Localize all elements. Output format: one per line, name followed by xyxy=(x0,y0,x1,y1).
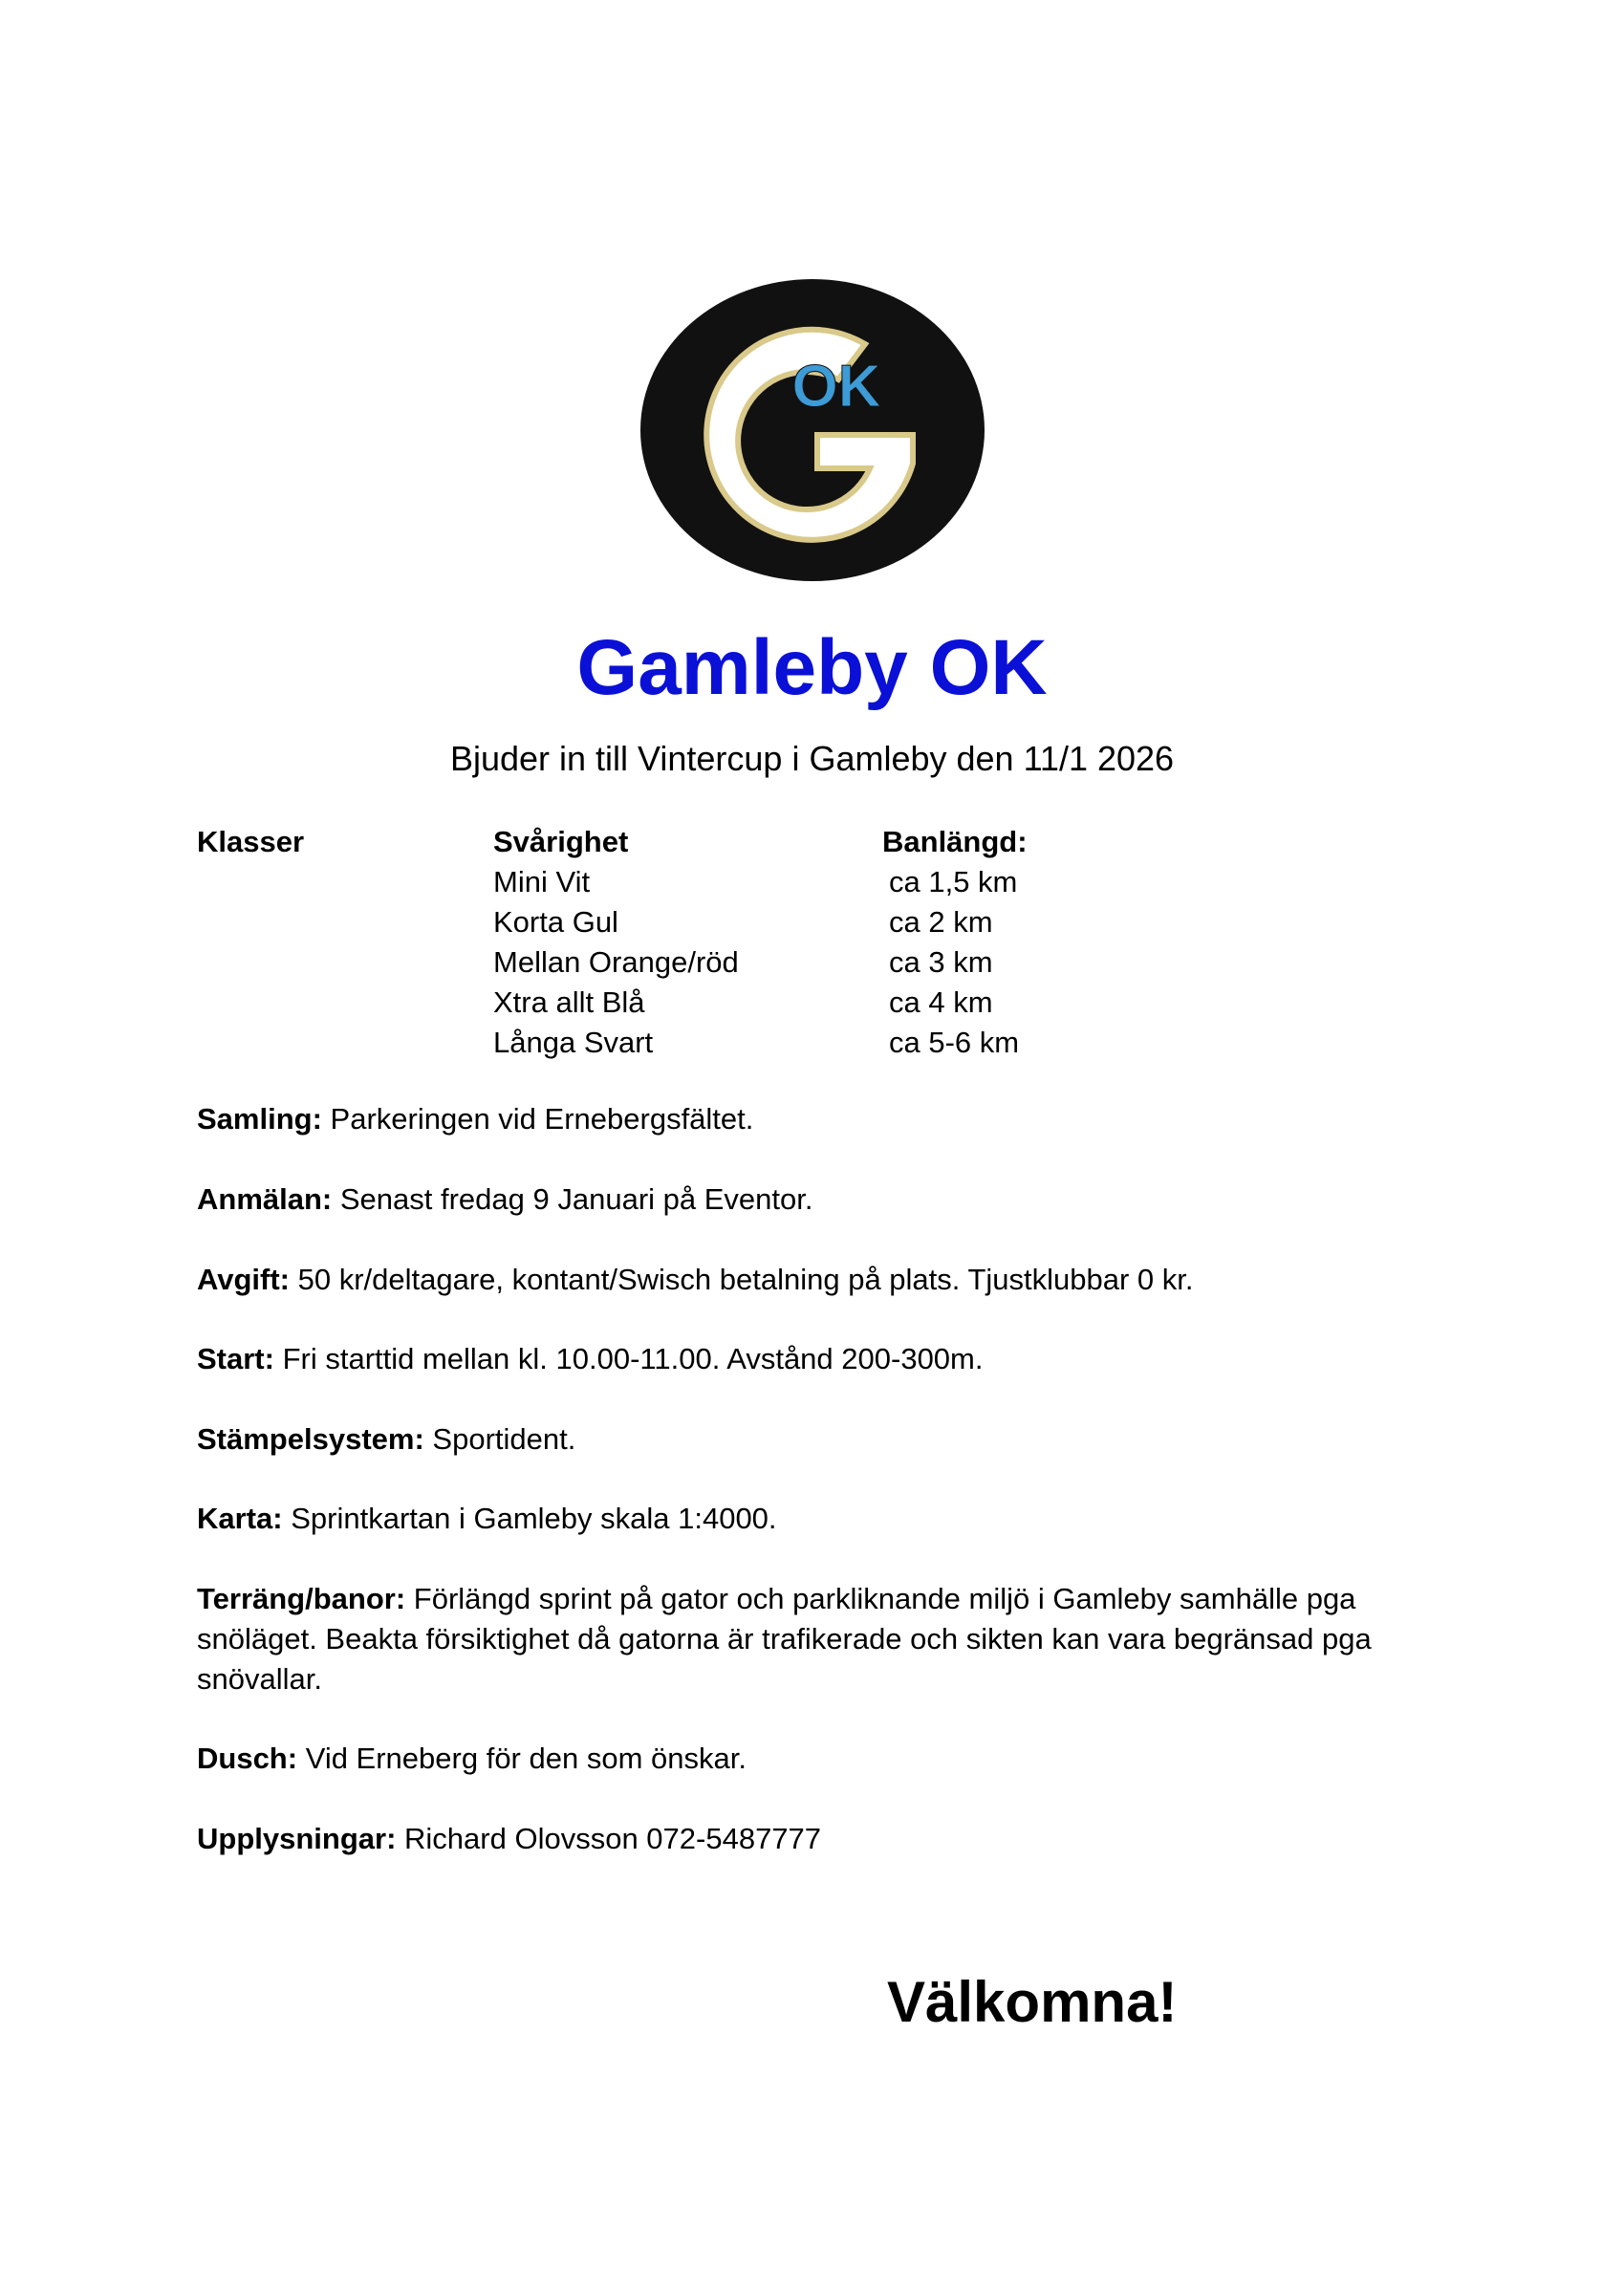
class-length: ca 1,5 km xyxy=(889,865,1018,898)
info-text: 50 kr/deltagare, kontant/Swisch betalning på plats. Tjustklubbar 0 kr. xyxy=(297,1263,1194,1296)
info-avgift xyxy=(197,1260,1430,1300)
info-label: Avgift: xyxy=(197,1263,290,1296)
info-label: Dusch: xyxy=(197,1742,298,1775)
info-text: Sprintkartan i Gamleby skala 1:4000. xyxy=(291,1502,777,1535)
class-length: ca 4 km xyxy=(889,985,993,1019)
table-row xyxy=(197,902,1344,942)
info-label: Terräng/banor: xyxy=(197,1582,406,1615)
info-text: Förlängd sprint på gator och parkliknande miljö i Gamleby samhälle pga snöläget. Beakta försiktighet då gatorna är trafikerade och sikten kan vara begränsad pga snövallar. xyxy=(197,1582,1372,1696)
info-stampelsystem xyxy=(197,1419,1430,1460)
classes-header: Klasser xyxy=(197,825,305,858)
class-length: ca 3 km xyxy=(889,945,993,979)
info-samling xyxy=(197,1099,1430,1139)
info-upplysningar xyxy=(197,1819,1430,1859)
info-text: Vid Erneberg för den som önskar. xyxy=(305,1742,747,1775)
info-text: Senast fredag 9 Januari på Eventor. xyxy=(339,1182,813,1216)
info-label: Karta: xyxy=(197,1502,283,1535)
table-row xyxy=(197,1023,1344,1063)
table-row xyxy=(197,983,1344,1023)
difficulty-header: Svårighet xyxy=(493,825,629,858)
page-subtitle: Bjuder in till Vintercup i Gamleby den 11/1 2026 xyxy=(449,739,1175,778)
logo-ok-text: OK xyxy=(791,354,881,420)
class-difficulty: Mini Vit xyxy=(493,865,591,898)
table-row xyxy=(197,942,1344,983)
info-text: Richard Olovsson 072-5487777 xyxy=(404,1822,822,1855)
info-label: Samling: xyxy=(197,1102,322,1136)
class-length: ca 5-6 km xyxy=(889,1026,1020,1059)
class-difficulty: Mellan Orange/röd xyxy=(493,945,739,979)
info-label: Start: xyxy=(197,1342,274,1375)
info-karta xyxy=(197,1499,1430,1539)
page-title: Gamleby OK xyxy=(576,624,1048,711)
class-length: ca 2 km xyxy=(889,905,993,939)
info-label: Upplysningar: xyxy=(197,1822,397,1855)
club-logo-icon xyxy=(626,272,999,588)
info-label: Stämpelsystem: xyxy=(197,1422,424,1456)
info-text: Parkeringen vid Ernebergsfältet. xyxy=(330,1102,754,1136)
welcome-text: Välkomna! xyxy=(887,1970,1178,2034)
info-text: Sportident. xyxy=(432,1422,576,1456)
club-logo xyxy=(626,272,999,588)
info-label: Anmälan: xyxy=(197,1182,333,1216)
info-dusch xyxy=(197,1739,1430,1779)
class-difficulty: Långa Svart xyxy=(493,1026,654,1059)
table-row xyxy=(197,862,1344,902)
info-anmalan xyxy=(197,1179,1430,1220)
class-difficulty: Xtra allt Blå xyxy=(493,985,645,1019)
length-header: Banlängd: xyxy=(882,825,1028,858)
info-text: Fri starttid mellan kl. 10.00-11.00. Avstånd 200-300m. xyxy=(282,1342,984,1375)
info-terrang xyxy=(197,1579,1430,1699)
info-start xyxy=(197,1339,1430,1379)
class-difficulty: Korta Gul xyxy=(493,905,618,939)
